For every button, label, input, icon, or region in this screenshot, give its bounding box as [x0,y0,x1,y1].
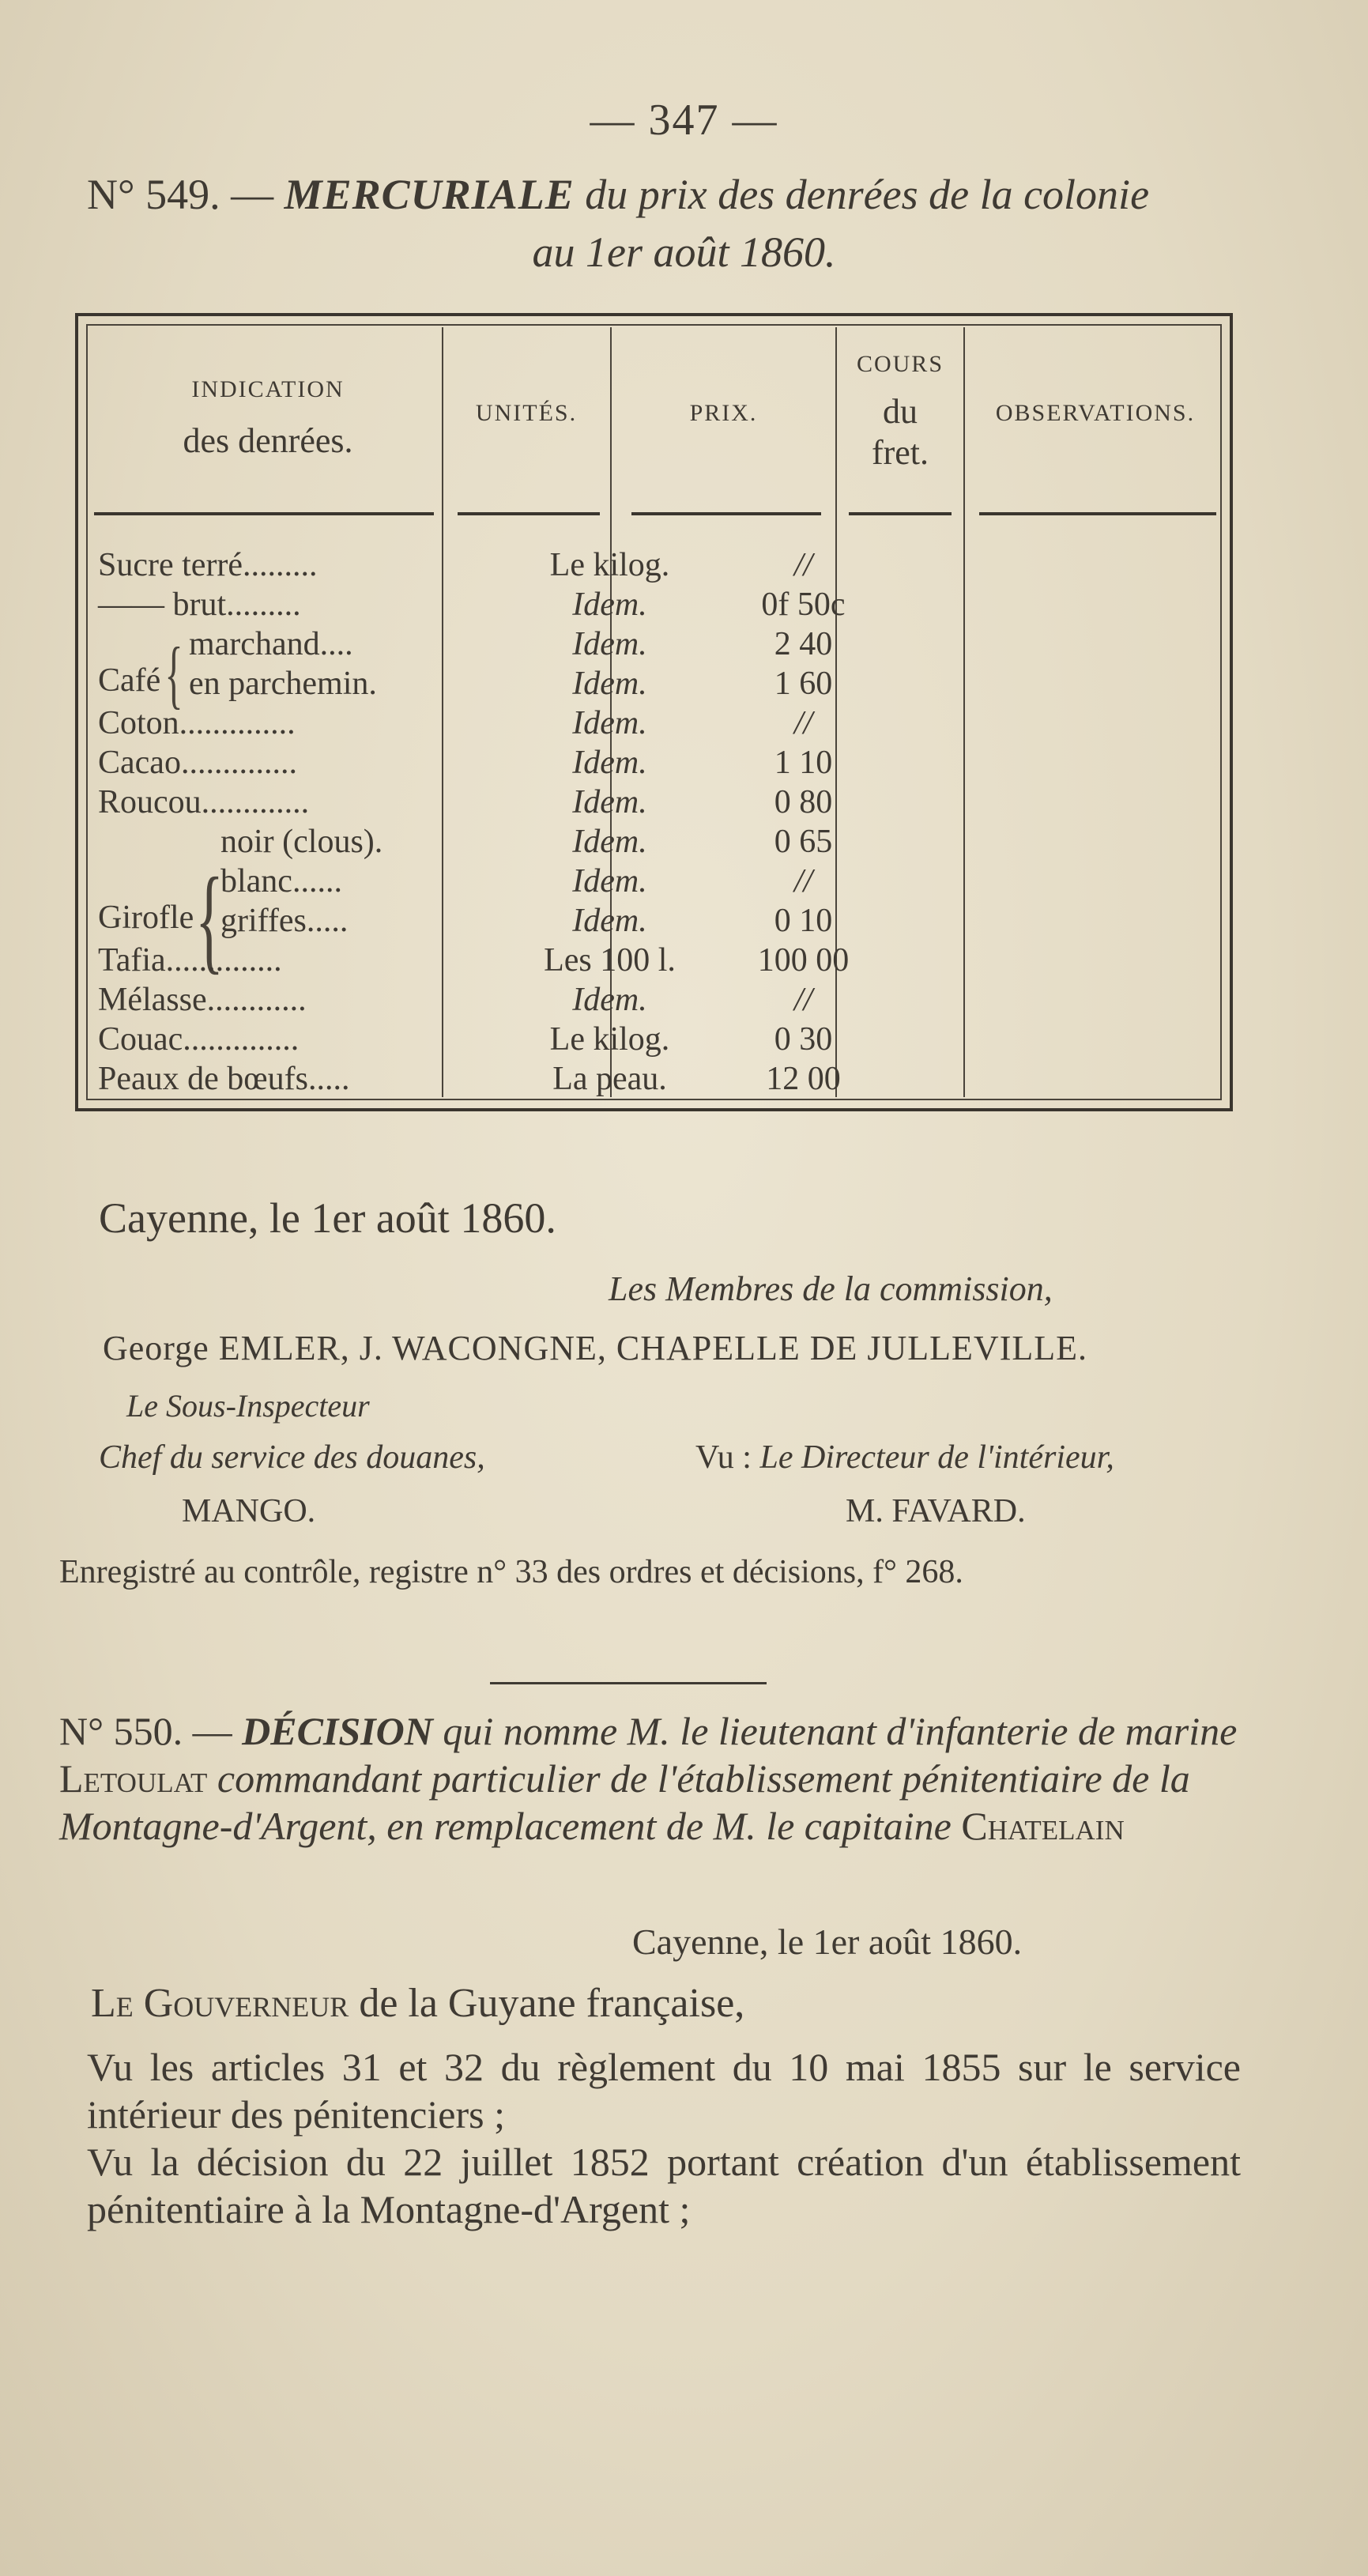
table-row [78,941,1230,980]
brace-girofle: { [195,854,224,985]
signature-mango: MANGO. [182,1493,316,1529]
name-chatelain: Chatelain [961,1804,1125,1848]
cell-denree: marchand.... [189,626,353,662]
table-row [78,862,1230,901]
brace-cafe: { [164,632,183,716]
cell-prix: 0f 50c [761,586,846,623]
gouverneur-rest: de la Guyane française, [359,1981,745,2026]
header-denrees: des denrées. [183,421,353,460]
place-date-549: Cayenne, le 1er août 1860. [99,1194,556,1242]
cell-denree: Coton.............. [98,705,296,741]
decision-549-date-line: au 1er août 1860. [532,228,836,276]
cell-denree: noir (clous). [220,824,383,860]
cell-prix: 1 60 [774,666,833,702]
cell-denree: Sucre terré......... [98,547,318,583]
cell-unite: La peau. [552,1061,667,1097]
cell-denree: Roucou............. [98,784,310,820]
page-number: — 347 — [590,96,778,145]
decision-549-subtitle: du prix des denrées de la colonie [585,171,1150,218]
table-row [78,822,1230,862]
header-rule [458,512,600,515]
cell-unite: Idem. [572,586,647,623]
cell-denree: Couac.............. [98,1021,300,1058]
cell-unite: Le kilog. [549,547,670,583]
table-row [78,624,1230,664]
table-row [78,901,1230,941]
name-letoulat: Letoulat [59,1756,208,1801]
header-indication: INDICATION [191,376,345,402]
cell-prix: 0 10 [774,903,833,939]
cell-unite: Idem. [572,903,647,939]
cell-denree: en parchemin. [189,666,377,702]
cell-prix: 0 30 [774,1021,833,1058]
table-row [78,545,1230,585]
cell-unite: Idem. [572,705,647,741]
cell-unite: Idem. [572,863,647,900]
sous-inspecteur-title: Le Sous-Inspecteur [126,1388,370,1424]
cell-denree: blanc...... [220,863,342,900]
cell-unite: Le kilog. [549,1021,670,1058]
cell-prix: 0 80 [774,784,833,820]
table-row [78,1020,1230,1059]
cell-prix: // [793,982,813,1018]
paragraph-vu-decision: Vu la décision du 22 juillet 1852 portant création d'un établissement pénitentiaire à la Montagne-d'Argent ; [87,2140,1241,2231]
header-rule [849,512,952,515]
header-du: du [883,392,918,431]
decision-549-heading [87,170,1149,219]
decision-550-text-2: commandant particulier de l'établissement pénitentiaire de la Montagne-d'Argent, en remplacement de M. le capitaine [59,1756,1190,1848]
cell-prix: 0 65 [774,824,833,860]
decision-549-title: MERCURIALE [284,171,575,218]
decision-550-text-1: qui nomme M. le lieutenant d'infanterie de marine [443,1709,1238,1753]
vu-label: Vu : [695,1439,752,1476]
cell-denree: Tafia.............. [98,942,282,979]
cell-prix: 1 10 [774,745,833,781]
gouverneur-title: Le Gouverneur [91,1981,349,2026]
header-rule [631,512,821,515]
directeur-title: Le Directeur de l'intérieur, [759,1439,1114,1476]
table-row [78,783,1230,822]
table-row [78,1059,1230,1099]
cell-unite: Idem. [572,745,647,781]
chef-douanes-title: Chef du service des douanes, [99,1439,485,1476]
cell-unite: Idem. [572,982,647,1018]
decision-550-heading [59,1707,1261,1850]
cell-unite: Idem. [572,824,647,860]
cell-prix: 12 00 [766,1061,841,1097]
gouverneur-line [91,1980,744,2027]
decision-550-number: N° 550. [59,1709,183,1753]
signature-favard: M. FAVARD. [846,1493,1026,1529]
place-date-550: Cayenne, le 1er août 1860. [632,1922,1023,1962]
header-fret: fret. [871,433,929,472]
group-label-girofle: Girofle [98,900,194,936]
vu-directeur [695,1439,1114,1477]
commission-names: George EMLER, J. WACONGNE, CHAPELLE DE JULLEVILLE. [103,1329,1087,1367]
price-table [75,313,1233,1111]
cell-unite: Les 100 l. [544,942,676,979]
cell-prix: // [793,863,813,900]
header-unites: UNITÉS. [475,400,578,426]
heading-dash: — [231,171,274,218]
registration-note: Enregistré au contrôle, registre n° 33 des ordres et décisions, f° 268. [59,1554,963,1590]
header-rule [94,512,434,515]
heading-dash: — [192,1709,232,1753]
cell-denree: griffes..... [220,903,349,939]
cell-denree: Mélasse............ [98,982,307,1018]
table-row [78,743,1230,783]
header-prix: PRIX. [689,400,758,426]
section-divider [490,1682,767,1684]
cell-prix: // [793,705,813,741]
cell-unite: Idem. [572,626,647,662]
decision-549-number: N° 549. [87,171,220,218]
cell-denree: Peaux de bœufs..... [98,1061,350,1097]
table-row [78,585,1230,624]
table-row [78,703,1230,743]
cell-denree: —— brut......... [98,586,301,623]
cell-unite: Idem. [572,666,647,702]
header-cours: COURS [856,351,944,377]
table-row [78,664,1230,703]
header-rule [979,512,1216,515]
cell-denree: Cacao.............. [98,745,297,781]
header-observations: OBSERVATIONS. [995,400,1196,426]
cell-prix: 100 00 [757,942,850,979]
group-label-cafe: Café [98,662,161,699]
commission-members-label: Les Membres de la commission, [609,1269,1053,1308]
decision-550-title: DÉCISION [242,1709,433,1753]
table-row [78,980,1230,1020]
paragraph-vu-articles: Vu les articles 31 et 32 du règlement du 10 mai 1855 sur le service intérieur des pénitenciers ; [87,2045,1241,2137]
cell-prix: // [793,547,813,583]
cell-prix: 2 40 [774,626,833,662]
cell-unite: Idem. [572,784,647,820]
